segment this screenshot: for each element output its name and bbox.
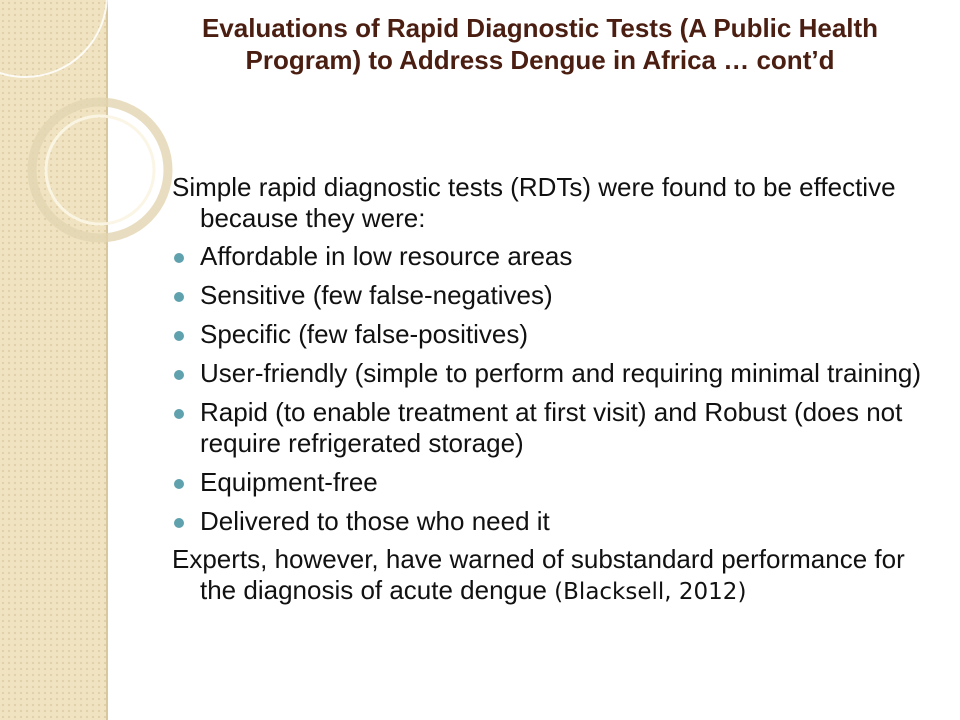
bullet-icon (174, 518, 184, 528)
list-item (172, 397, 932, 459)
bullet-text: Sensitive (few false-negatives) (200, 280, 553, 310)
bullet-icon (174, 409, 184, 419)
decorative-ring-middle (32, 102, 168, 238)
list-item (172, 358, 932, 389)
list-item (172, 319, 932, 350)
closing-text: Experts, however, have warned of substandard performance for the diagnosis of acute dengue (172, 544, 905, 605)
slide-body (172, 172, 932, 608)
citation: (Blacksell, 2012) (554, 579, 747, 605)
decorative-ring-outer (0, 0, 107, 77)
decorative-ring-inner (46, 116, 154, 224)
closing-paragraph (172, 544, 932, 608)
bullet-text: Specific (few false-positives) (200, 319, 528, 349)
list-item (172, 467, 932, 498)
list-item (172, 506, 932, 537)
intro-text: Simple rapid diagnostic tests (RDTs) were found to be effective because they were: (172, 172, 896, 233)
bullet-icon (174, 370, 184, 380)
bullet-icon (174, 479, 184, 489)
bullet-text: User-friendly (simple to perform and requiring minimal training) (200, 358, 922, 388)
bullet-list (172, 241, 932, 537)
bullet-text: Affordable in low resource areas (200, 241, 573, 271)
slide-title: Evaluations of Rapid Diagnostic Tests (A Public Health Program) to Address Dengue in Africa … cont’d (201, 13, 879, 75)
bullet-text: Equipment-free (200, 467, 378, 497)
bullet-text: Rapid (to enable treatment at first visit) and Robust (does not require refrigerated storage) (200, 397, 903, 458)
bullet-icon (174, 292, 184, 302)
bullet-icon (174, 331, 184, 341)
list-item (172, 280, 932, 311)
bullet-icon (174, 253, 184, 263)
bullet-text: Delivered to those who need it (200, 506, 550, 536)
list-item (172, 241, 932, 272)
